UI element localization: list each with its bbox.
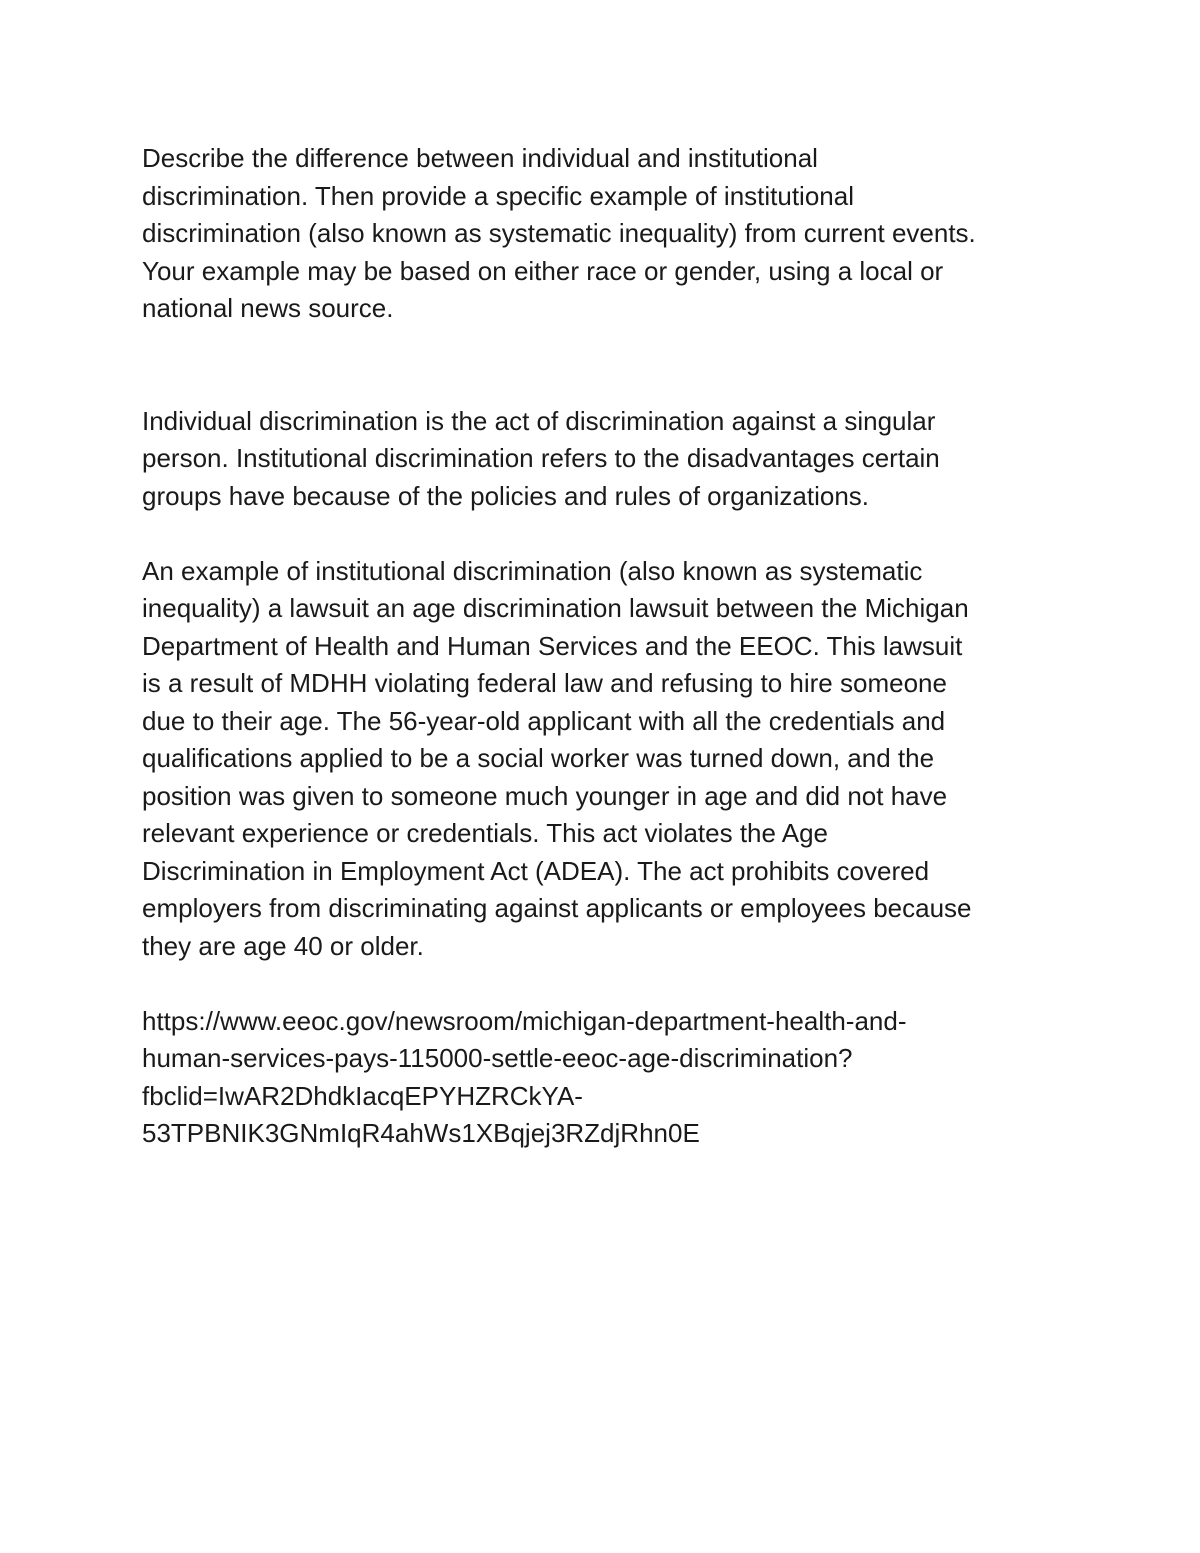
prompt-line: Describe the difference between individual and institutional	[142, 143, 818, 173]
prompt-line: discrimination (also known as systematic inequality) from current events.	[142, 218, 976, 248]
prompt-line: national news source.	[142, 293, 394, 323]
example-line: inequality) a lawsuit an age discrimination lawsuit between the Michigan	[142, 593, 969, 623]
definition-line: groups have because of the policies and rules of organizations.	[142, 480, 870, 511]
url-line: human-services-pays-115000-settle-eeoc-age-discrimination?	[142, 1043, 853, 1073]
url-line: fbclid=IwAR2DhdkIacqEPYHZRCkYA-	[142, 1080, 583, 1111]
prompt-line: discrimination. Then provide a specific example of institutional	[142, 180, 854, 211]
prompt-line: Your example may be based on either race or gender, using a local or	[142, 255, 944, 286]
definition-line: person. Institutional discrimination refers to the disadvantages certain	[142, 443, 940, 473]
document-body	[142, 140, 1082, 1153]
example-line: is a result of MDHH violating federal law and refusing to hire someone	[142, 668, 947, 698]
url-line: 53TPBNIK3GNmIqR4ahWs1XBqjej3RZdjRhn0E	[142, 1118, 700, 1148]
definition-paragraph	[142, 403, 1082, 516]
example-line: Discrimination in Employment Act (ADEA). The act prohibits covered	[142, 855, 930, 886]
assignment-prompt	[142, 140, 1082, 328]
spacer	[142, 328, 1082, 403]
example-line: employers from discriminating against applicants or employees because	[142, 893, 972, 923]
url-line: https://www.eeoc.gov/newsroom/michigan-department-health-and-	[142, 1005, 907, 1036]
example-line: An example of institutional discrimination (also known as systematic	[142, 555, 923, 586]
example-line: Department of Health and Human Services and the EEOC. This lawsuit	[142, 630, 963, 661]
example-line: position was given to someone much younger in age and did not have	[142, 780, 948, 811]
spacer	[142, 515, 1082, 553]
example-line: due to their age. The 56-year-old applicant with all the credentials and	[142, 705, 946, 736]
example-line: they are age 40 or older.	[142, 930, 424, 961]
example-paragraph	[142, 553, 1082, 966]
definition-line: Individual discrimination is the act of discrimination against a singular	[142, 405, 936, 436]
source-url[interactable]	[142, 1003, 1082, 1153]
spacer	[142, 965, 1082, 1003]
example-line: qualifications applied to be a social worker was turned down, and the	[142, 743, 935, 773]
example-line: relevant experience or credentials. This act violates the Age	[142, 818, 829, 848]
